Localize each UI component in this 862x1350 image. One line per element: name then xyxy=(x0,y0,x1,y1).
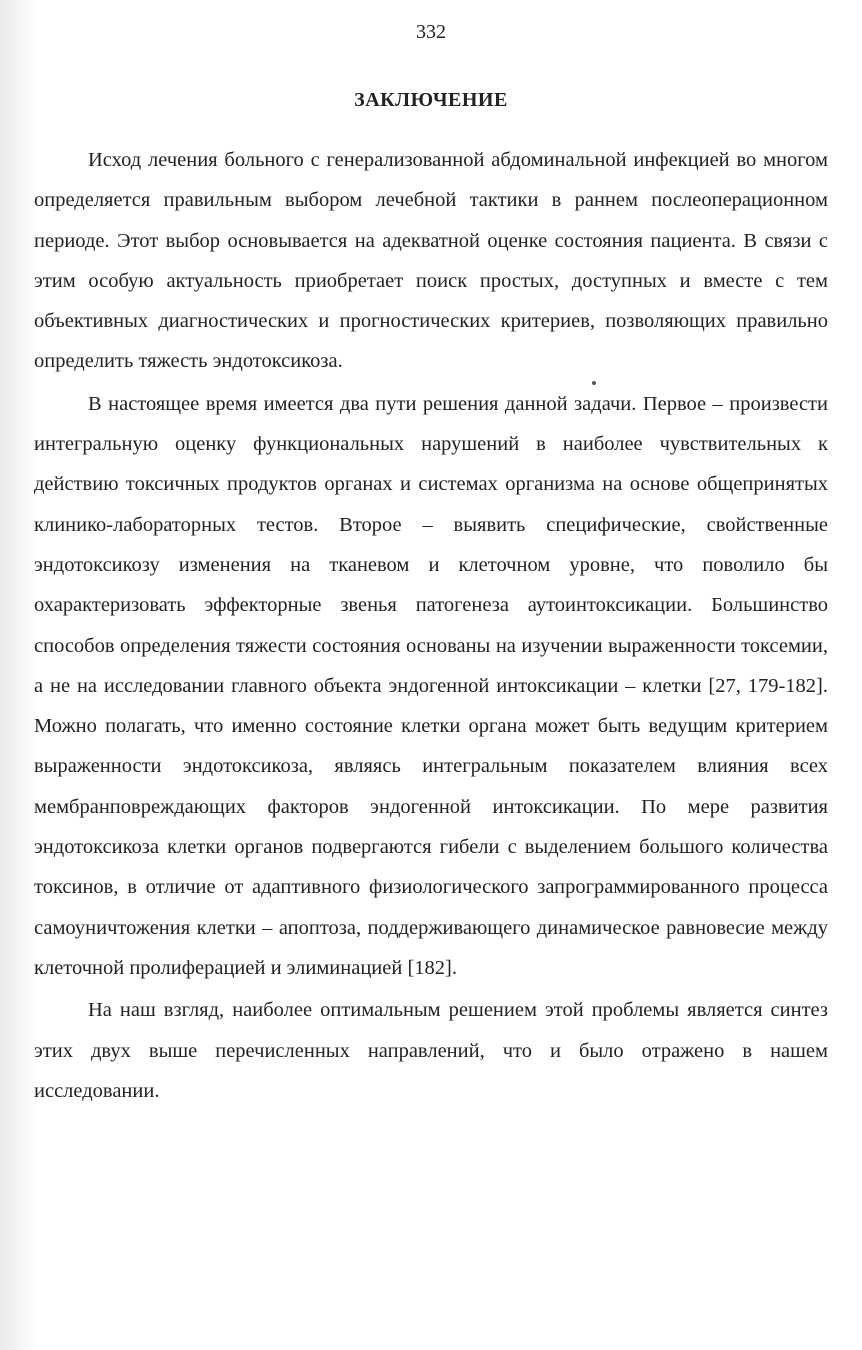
section-title: ЗАКЛЮЧЕНИЕ xyxy=(354,89,508,111)
page-number: 332 xyxy=(416,21,446,43)
paragraph-2: В настоящее время имеется два пути решения данной задачи. Первое – произвести интегральную оценку функциональных нарушений в наиболее чувствительных к действию токсичных продуктов органах и системах организма на основе общепринятых клинико-лабораторных тестов. Второе – выявить специфические, свойственные эндотоксикозу изменения на тканевом и клеточном уровне, что поволило бы охарактеризовать эффекторные звенья патогенеза аутоинтоксикации. Большинство способов определения тяжести состояния основаны на изучении выраженности токсемии, а не на исследовании главного объекта эндогенной интоксикации – клетки [27, 179-182]. Можно полагать, что именно состояние клетки органа может быть ведущим критерием выраженности эндотоксикоза, являясь интегральным показателем влияния всех мембранповреждающих факторов эндогенной интоксикации. По мере развития эндотоксикоза клетки органов подвергаются гибели с выделением большого количества токсинов, в отличие от адаптивного физиологического запрограммированного процесса самоуничтожения клетки – апоптоза, поддерживающего динамическое равновесие между клеточной пролиферацией и элиминацией [182]. xyxy=(34,392,828,979)
body-text xyxy=(34,140,828,1111)
paragraph-1: Исход лечения больного с генерализованной абдоминальной инфекцией во многом определяется правильным выбором лечебной тактики в раннем послеоперационном периоде. Этот выбор основывается на адекватной оценке состояния пациента. В связи с этим особую актуальность приобретает поиск простых, доступных и вместе с тем объективных диагностических и прогностических критериев, позволяющих правильно определить тяжесть эндотоксикоза. xyxy=(34,149,828,373)
scan-speck xyxy=(592,381,596,385)
scan-gutter-shadow xyxy=(0,0,38,1350)
paragraph-3: На наш взгляд, наиболее оптимальным решением этой проблемы является синтез этих двух выше перечисленных направлений, что и было отражено в нашем исследовании. xyxy=(34,999,828,1102)
